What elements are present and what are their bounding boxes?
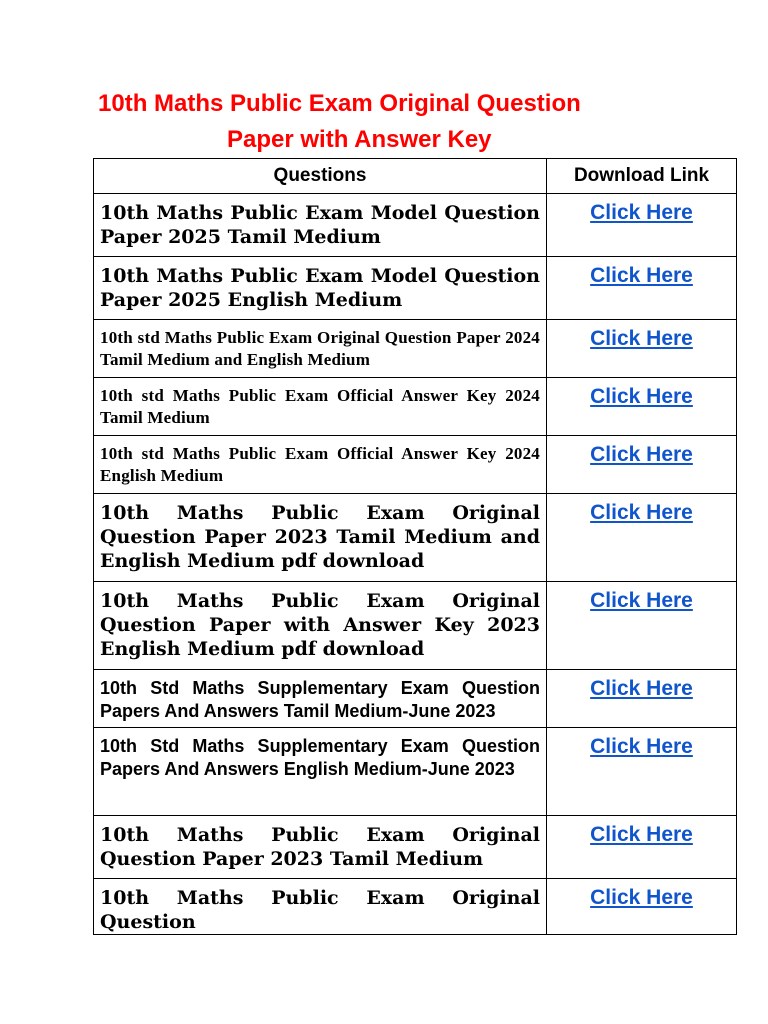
- table-row: [94, 879, 737, 935]
- click-here-link[interactable]: Click Here: [590, 201, 693, 224]
- table-row: [94, 320, 737, 378]
- question-cell: 10th Maths Public Exam Model Question Paper 2025 English Medium: [94, 257, 547, 320]
- click-here-link[interactable]: Click Here: [590, 886, 693, 909]
- click-here-link[interactable]: Click Here: [590, 823, 693, 846]
- click-here-link[interactable]: Click Here: [590, 443, 693, 466]
- click-here-link[interactable]: Click Here: [590, 589, 693, 612]
- table-row: [94, 582, 737, 670]
- download-links-table: [93, 158, 737, 935]
- link-cell: [547, 494, 737, 582]
- link-cell: [547, 320, 737, 378]
- click-here-link[interactable]: Click Here: [590, 677, 693, 700]
- click-here-link[interactable]: Click Here: [590, 264, 693, 287]
- link-cell: [547, 582, 737, 670]
- link-cell: [547, 378, 737, 436]
- table-header-row: [94, 159, 737, 194]
- click-here-link[interactable]: Click Here: [590, 327, 693, 350]
- link-cell: [547, 194, 737, 257]
- page-title-line-2: Paper with Answer Key: [227, 126, 492, 153]
- link-cell: [547, 670, 737, 728]
- table-row: [94, 670, 737, 728]
- question-cell: 10th std Maths Public Exam Official Answer Key 2024 Tamil Medium: [94, 378, 547, 436]
- link-cell: [547, 257, 737, 320]
- click-here-link[interactable]: Click Here: [590, 501, 693, 524]
- table-row: [94, 257, 737, 320]
- table-row: [94, 816, 737, 879]
- page-title-line-1: 10th Maths Public Exam Original Question: [98, 90, 581, 117]
- link-cell: [547, 879, 737, 935]
- question-cell: 10th Maths Public Exam Original Question Paper with Answer Key 2023 English Medium pdf download: [94, 582, 547, 670]
- question-cell: 10th Maths Public Exam Original Question: [94, 879, 547, 935]
- question-cell: 10th std Maths Public Exam Official Answer Key 2024 English Medium: [94, 436, 547, 494]
- question-cell: 10th Maths Public Exam Original Question Paper 2023 Tamil Medium: [94, 816, 547, 879]
- table-row: [94, 194, 737, 257]
- question-cell: 10th Std Maths Supplementary Exam Question Papers And Answers Tamil Medium-June 2023: [94, 670, 547, 728]
- table-row: [94, 436, 737, 494]
- question-cell: 10th std Maths Public Exam Original Question Paper 2024 Tamil Medium and English Medium: [94, 320, 547, 378]
- link-cell: [547, 436, 737, 494]
- page-title: [0, 86, 768, 158]
- table-row: [94, 494, 737, 582]
- question-cell: 10th Maths Public Exam Original Question Paper 2023 Tamil Medium and English Medium pdf download: [94, 494, 547, 582]
- question-cell: 10th Std Maths Supplementary Exam Question Papers And Answers English Medium-June 2023: [94, 728, 547, 816]
- download-link-header: Download Link: [547, 159, 737, 194]
- click-here-link[interactable]: Click Here: [590, 385, 693, 408]
- question-cell: 10th Maths Public Exam Model Question Paper 2025 Tamil Medium: [94, 194, 547, 257]
- click-here-link[interactable]: Click Here: [590, 735, 693, 758]
- questions-header: Questions: [94, 159, 547, 194]
- table-row: [94, 378, 737, 436]
- link-cell: [547, 816, 737, 879]
- table-row: [94, 728, 737, 816]
- link-cell: [547, 728, 737, 816]
